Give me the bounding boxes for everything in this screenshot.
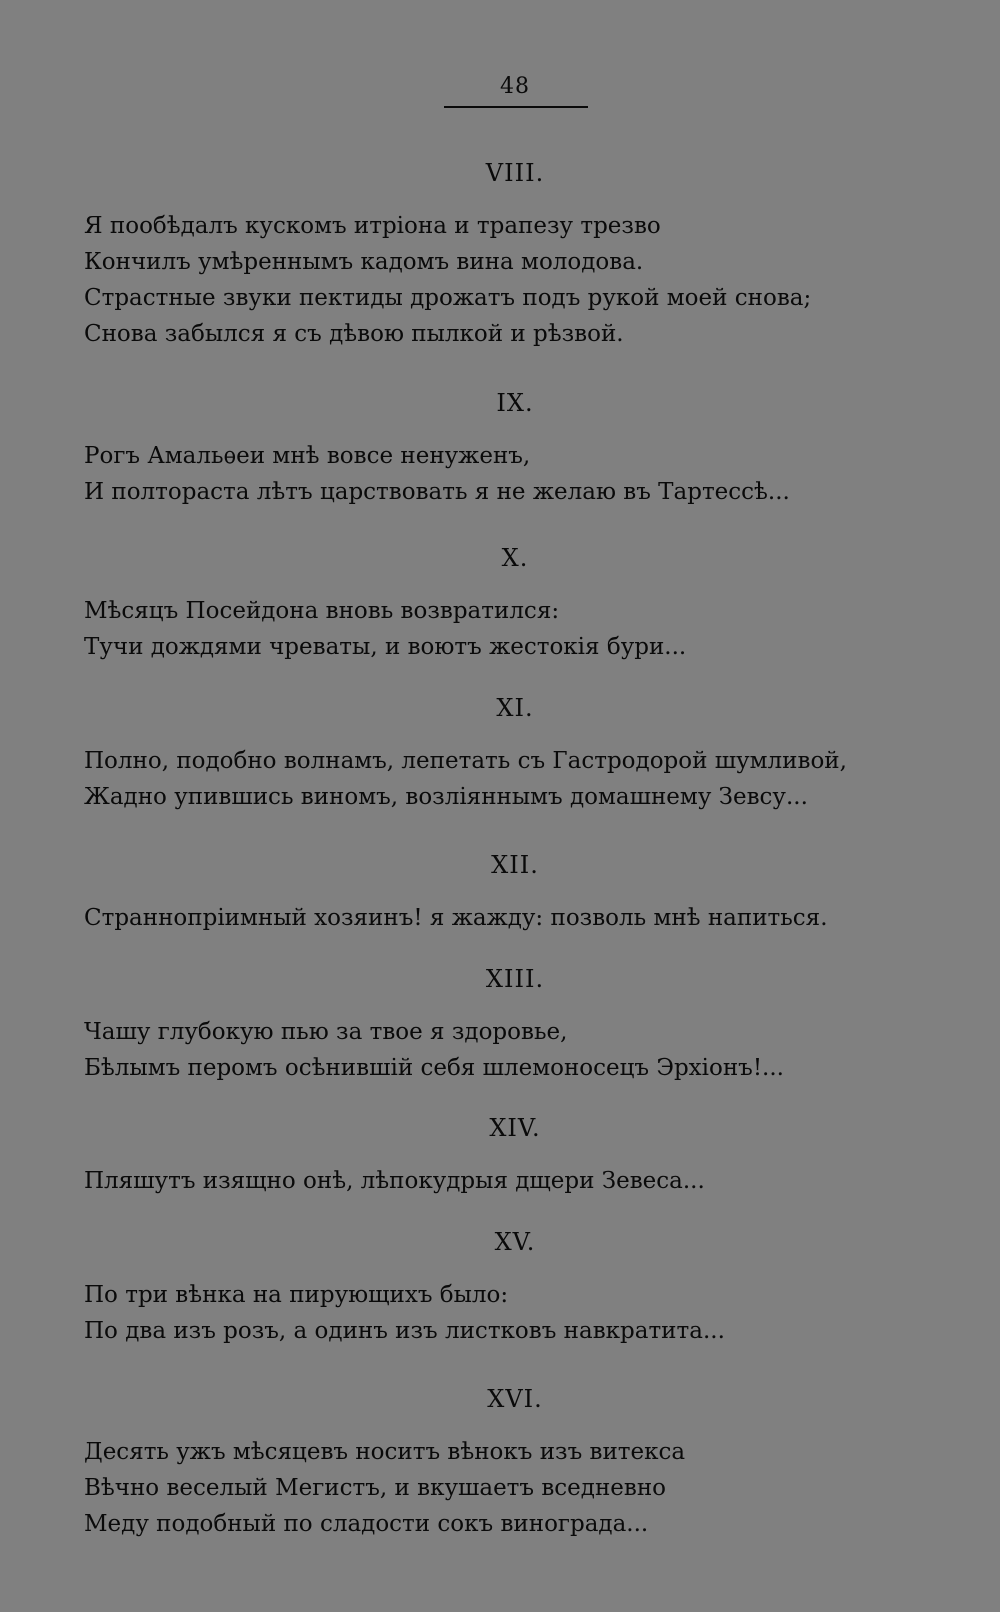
verse-text [84,1434,1000,1542]
verse-section-xiii [0,964,1000,1086]
verse-line: Чашу глубокую пью за твое я здоровье, [84,1019,568,1045]
page-number: 48 [500,74,530,99]
section-numeral: XII. [491,851,539,879]
verse-line: И полтораста лѣтъ царствовать я не желаю въ Тартессѣ... [84,479,790,505]
verse-line: По три вѣнка на пирующихъ было: [84,1282,509,1308]
section-numeral: XIII. [485,965,545,993]
section-numeral: XV. [494,1228,536,1256]
verse-text [84,593,1000,665]
verse-section-viii [0,158,1000,352]
verse-text [84,900,1000,936]
verse-line: Страстные звуки пектиды дрожатъ подъ рукой моей снова; [84,285,812,311]
verse-section-x [0,543,1000,665]
verse-line: Мѣсяцъ Посейдона вновь возвратился: [84,598,560,624]
verse-line: Жадно упившись виномъ, возліяннымъ домашнему Зевсу... [84,784,808,810]
verse-section-xvi [0,1384,1000,1542]
verse-line: Полно, подобно волнамъ, лепетать съ Гастродорой шумливой, [84,748,847,774]
verse-text [84,1277,1000,1349]
verse-line: По два изъ розъ, а одинъ изъ листковъ навкратита... [84,1318,725,1344]
verse-line: Пляшутъ изящно онѣ, лѣпокудрыя дщери Зевеса... [84,1168,705,1194]
page-number-rule [444,106,588,108]
verse-text [84,1163,1000,1199]
verse-section-xii [0,850,1000,936]
verse-line: Десять ужъ мѣсяцевъ носитъ вѣнокъ изъ витекса [84,1439,686,1465]
verse-section-ix [0,388,1000,510]
verse-line: Кончилъ умѣреннымъ кадомъ вина молодова. [84,249,644,275]
verse-line: Снова забылся я съ дѣвою пылкой и рѣзвой. [84,321,624,347]
verse-text [84,208,1000,352]
section-numeral: XIV. [489,1114,541,1142]
verse-line: Рогъ Амальѳеи мнѣ вовсе ненуженъ, [84,443,531,469]
verse-line: Тучи дождями чреваты, и воютъ жестокія бури... [84,634,687,660]
section-numeral: VIII. [485,159,545,187]
section-numeral: XVI. [487,1385,543,1413]
section-numeral: XI. [496,694,534,722]
verse-text [84,438,1000,510]
verse-section-xi [0,693,1000,815]
verse-section-xv [0,1227,1000,1349]
verse-text [84,743,1000,815]
verse-line: Страннопріимный хозяинъ! я жажду: позволь мнѣ напиться. [84,905,828,931]
verse-text [84,1014,1000,1086]
verse-line: Бѣлымъ перомъ осѣнившій себя шлемоносецъ Эрхіонъ!... [84,1055,784,1081]
section-numeral: IX. [496,389,534,417]
verse-line: Я пообѣдалъ кускомъ итріона и трапезу трезво [84,213,661,239]
verse-section-xiv [0,1113,1000,1199]
section-numeral: X. [501,544,529,572]
verse-line: Вѣчно веселый Мегистъ, и вкушаетъ вседневно [84,1475,667,1501]
verse-line: Меду подобный по сладости сокъ винограда... [84,1511,649,1537]
